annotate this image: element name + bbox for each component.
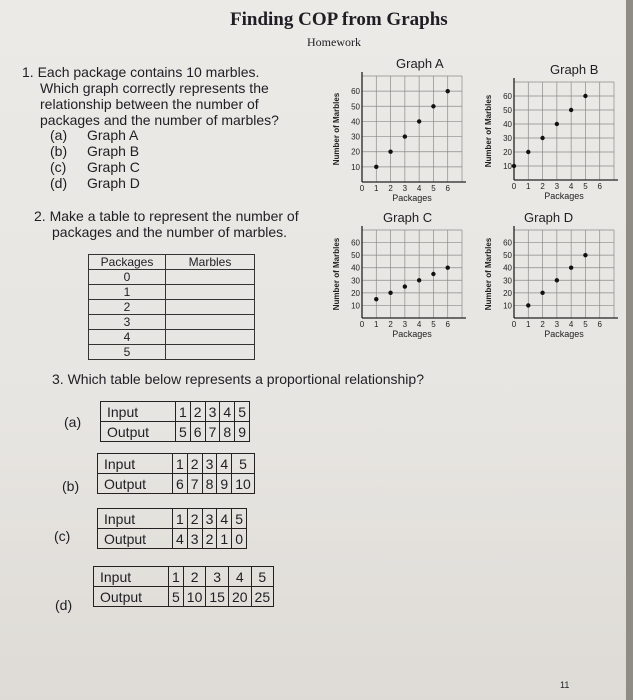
data-point xyxy=(388,291,392,295)
q1-text xyxy=(22,64,279,128)
q3-letter-c[interactable]: (c) xyxy=(54,528,71,544)
input-label: Input xyxy=(94,567,169,587)
page-edge xyxy=(626,0,633,700)
y-tick-label: 20 xyxy=(351,147,360,157)
x-tick-label: 4 xyxy=(568,182,574,191)
q3-table-d xyxy=(93,566,274,607)
io-cell: 9 xyxy=(235,422,250,442)
y-axis-title: Number of Marbles xyxy=(484,94,493,168)
y-tick-label: 30 xyxy=(351,132,360,142)
io-cell: 5 xyxy=(232,454,255,474)
q2-table xyxy=(88,254,255,360)
x-tick-label: 1 xyxy=(374,320,379,329)
page-subtitle: Homework xyxy=(307,35,361,49)
q3-question: 3. Which table below represents a proportional relationship? xyxy=(52,371,424,387)
graph-d-title: Graph D xyxy=(524,210,574,225)
io-cell: 8 xyxy=(202,474,217,494)
x-axis-title: Packages xyxy=(544,329,584,339)
x-tick-label: 5 xyxy=(583,320,588,329)
x-tick-label: 3 xyxy=(554,320,560,329)
y-tick-label: 10 xyxy=(351,162,360,172)
io-cell: 3 xyxy=(205,402,220,422)
io-cell: 1 xyxy=(217,529,232,549)
io-cell: 10 xyxy=(183,587,206,607)
y-tick-label: 10 xyxy=(503,162,512,171)
io-cell: 1 xyxy=(169,567,184,587)
data-point xyxy=(540,136,544,140)
marbles-input-cell[interactable] xyxy=(166,345,255,360)
y-axis-title: Number of Marbles xyxy=(332,92,341,166)
marbles-input-cell[interactable] xyxy=(166,270,255,285)
packages-cell: 0 xyxy=(89,270,166,285)
x-tick-label: 1 xyxy=(526,182,531,191)
io-cell: 6 xyxy=(190,422,205,442)
y-tick-label: 60 xyxy=(503,238,512,248)
io-cell: 2 xyxy=(190,402,205,422)
data-point xyxy=(431,104,435,108)
io-cell: 5 xyxy=(176,422,191,442)
data-point xyxy=(583,94,587,98)
q1-option-b[interactable]: (b) Graph B xyxy=(50,143,140,159)
io-cell: 3 xyxy=(206,567,229,587)
x-tick-label: 3 xyxy=(402,184,408,193)
data-point xyxy=(512,164,516,168)
data-point xyxy=(431,272,435,276)
io-cell: 4 xyxy=(220,402,235,422)
x-tick-label: 1 xyxy=(374,184,379,193)
x-tick-label: 4 xyxy=(416,320,422,329)
y-tick-label: 30 xyxy=(503,276,512,286)
q2-line: packages and the number of marbles. xyxy=(52,224,288,240)
y-tick-label: 50 xyxy=(351,102,360,112)
io-cell: 3 xyxy=(202,509,217,529)
io-cell: 4 xyxy=(217,454,232,474)
x-tick-label: 3 xyxy=(554,182,560,191)
q1-line: relationship between the number of xyxy=(40,96,259,112)
q1-line: Which graph correctly represents the xyxy=(40,80,269,96)
io-cell: 3 xyxy=(187,529,202,549)
io-cell: 8 xyxy=(220,422,235,442)
y-tick-label: 50 xyxy=(503,106,512,115)
y-tick-label: 10 xyxy=(503,301,512,311)
io-cell: 2 xyxy=(202,529,217,549)
q1-line: 1. Each package contains 10 marbles. xyxy=(22,64,260,80)
q2-text xyxy=(34,208,299,240)
x-tick-label: 0 xyxy=(359,184,365,193)
x-tick-label: 2 xyxy=(540,320,545,329)
io-cell: 1 xyxy=(173,454,188,474)
io-cell: 0 xyxy=(232,529,247,549)
q3-letter-b[interactable]: (b) xyxy=(62,478,80,494)
x-tick-label: 1 xyxy=(526,320,531,329)
io-cell: 1 xyxy=(173,509,188,529)
y-axis-title: Number of Marbles xyxy=(332,237,341,311)
x-tick-label: 5 xyxy=(431,320,436,329)
data-point xyxy=(446,89,450,93)
y-tick-label: 40 xyxy=(503,263,512,273)
io-cell: 7 xyxy=(187,474,202,494)
graph-c xyxy=(330,222,470,344)
io-cell: 2 xyxy=(183,567,206,587)
y-tick-label: 30 xyxy=(503,134,512,143)
output-label: Output xyxy=(94,587,169,607)
y-tick-label: 60 xyxy=(503,92,512,101)
io-cell: 20 xyxy=(228,587,251,607)
marbles-header: Marbles xyxy=(166,255,255,270)
io-cell: 4 xyxy=(173,529,188,549)
io-cell: 5 xyxy=(235,402,250,422)
packages-header: Packages xyxy=(89,255,166,270)
y-tick-label: 20 xyxy=(351,288,360,298)
q3-letter-a[interactable]: (a) xyxy=(64,414,82,430)
data-point xyxy=(374,165,378,169)
io-cell: 10 xyxy=(232,474,255,494)
input-label: Input xyxy=(98,509,173,529)
q3-table-a xyxy=(100,401,250,442)
data-point xyxy=(569,108,573,112)
x-axis-title: Packages xyxy=(392,193,432,203)
data-point xyxy=(417,278,421,282)
x-tick-label: 6 xyxy=(445,320,450,329)
input-label: Input xyxy=(101,402,176,422)
graph-a-title: Graph A xyxy=(396,56,444,71)
data-point xyxy=(446,266,450,270)
y-tick-label: 10 xyxy=(351,301,360,311)
io-cell: 9 xyxy=(217,474,232,494)
data-point xyxy=(388,150,392,154)
data-point xyxy=(540,291,544,295)
io-cell: 2 xyxy=(187,454,202,474)
io-cell: 5 xyxy=(232,509,247,529)
io-cell: 5 xyxy=(251,567,274,587)
packages-cell: 3 xyxy=(89,315,166,330)
page-title: Finding COP from Graphs xyxy=(230,9,448,30)
x-tick-label: 6 xyxy=(597,182,602,191)
x-tick-label: 6 xyxy=(445,184,450,193)
x-tick-label: 2 xyxy=(540,182,545,191)
marbles-input-cell[interactable] xyxy=(166,300,255,315)
q2-line: 2. Make a table to represent the number of xyxy=(34,208,299,224)
packages-cell: 4 xyxy=(89,330,166,345)
y-tick-label: 60 xyxy=(351,238,360,248)
graph-a xyxy=(330,68,470,208)
io-cell: 7 xyxy=(205,422,220,442)
x-tick-label: 0 xyxy=(511,182,517,191)
data-point xyxy=(374,297,378,301)
x-tick-label: 2 xyxy=(388,320,393,329)
q1-option-c[interactable]: (c) Graph C xyxy=(50,159,140,175)
input-label: Input xyxy=(98,454,173,474)
x-axis-title: Packages xyxy=(392,329,432,339)
graph-d xyxy=(482,222,622,344)
io-cell: 4 xyxy=(217,509,232,529)
q1-option-d[interactable]: (d) Graph D xyxy=(50,175,140,191)
io-cell: 5 xyxy=(169,587,184,607)
y-tick-label: 50 xyxy=(351,251,360,261)
y-tick-label: 30 xyxy=(351,276,360,286)
data-point xyxy=(403,134,407,138)
output-label: Output xyxy=(98,474,173,494)
data-point xyxy=(569,266,573,270)
x-tick-label: 3 xyxy=(402,320,408,329)
output-label: Output xyxy=(98,529,173,549)
io-cell: 6 xyxy=(173,474,188,494)
y-tick-label: 40 xyxy=(351,263,360,273)
data-point xyxy=(555,278,559,282)
y-tick-label: 20 xyxy=(503,288,512,298)
y-tick-label: 50 xyxy=(503,251,512,261)
graph-b-title: Graph B xyxy=(550,62,599,77)
x-axis-title: Packages xyxy=(544,191,584,201)
data-point xyxy=(403,284,407,288)
output-label: Output xyxy=(101,422,176,442)
io-cell: 4 xyxy=(228,567,251,587)
packages-cell: 2 xyxy=(89,300,166,315)
y-axis-title: Number of Marbles xyxy=(484,237,493,311)
io-cell: 2 xyxy=(187,509,202,529)
packages-cell: 5 xyxy=(89,345,166,360)
q3-letter-d[interactable]: (d) xyxy=(55,597,73,613)
x-tick-label: 6 xyxy=(597,320,602,329)
x-tick-label: 2 xyxy=(388,184,393,193)
data-point xyxy=(526,150,530,154)
q1-option-a[interactable]: (a) Graph A xyxy=(50,127,139,143)
packages-cell: 1 xyxy=(89,285,166,300)
y-tick-label: 20 xyxy=(503,148,512,157)
y-tick-label: 40 xyxy=(351,117,360,127)
y-tick-label: 40 xyxy=(503,120,512,129)
marbles-input-cell[interactable] xyxy=(166,330,255,345)
marbles-input-cell[interactable] xyxy=(166,315,255,330)
q3-table-c xyxy=(97,508,247,549)
q1-options xyxy=(50,127,140,191)
graph-b xyxy=(482,74,622,206)
x-tick-label: 4 xyxy=(568,320,574,329)
io-cell: 15 xyxy=(206,587,229,607)
x-tick-label: 0 xyxy=(359,320,365,329)
x-tick-label: 5 xyxy=(431,184,436,193)
data-point xyxy=(417,119,421,123)
data-point xyxy=(555,122,559,126)
data-point xyxy=(526,303,530,307)
y-tick-label: 60 xyxy=(351,87,360,97)
marbles-input-cell[interactable] xyxy=(166,285,255,300)
graph-c-title: Graph C xyxy=(383,210,433,225)
io-cell: 25 xyxy=(251,587,274,607)
page-number: 11 xyxy=(560,680,570,690)
x-tick-label: 5 xyxy=(583,182,588,191)
io-cell: 1 xyxy=(176,402,191,422)
x-tick-label: 4 xyxy=(416,184,422,193)
x-tick-label: 0 xyxy=(511,320,517,329)
io-cell: 3 xyxy=(202,454,217,474)
q1-line: packages and the number of marbles? xyxy=(40,112,279,128)
data-point xyxy=(583,253,587,257)
q3-table-b xyxy=(97,453,255,494)
